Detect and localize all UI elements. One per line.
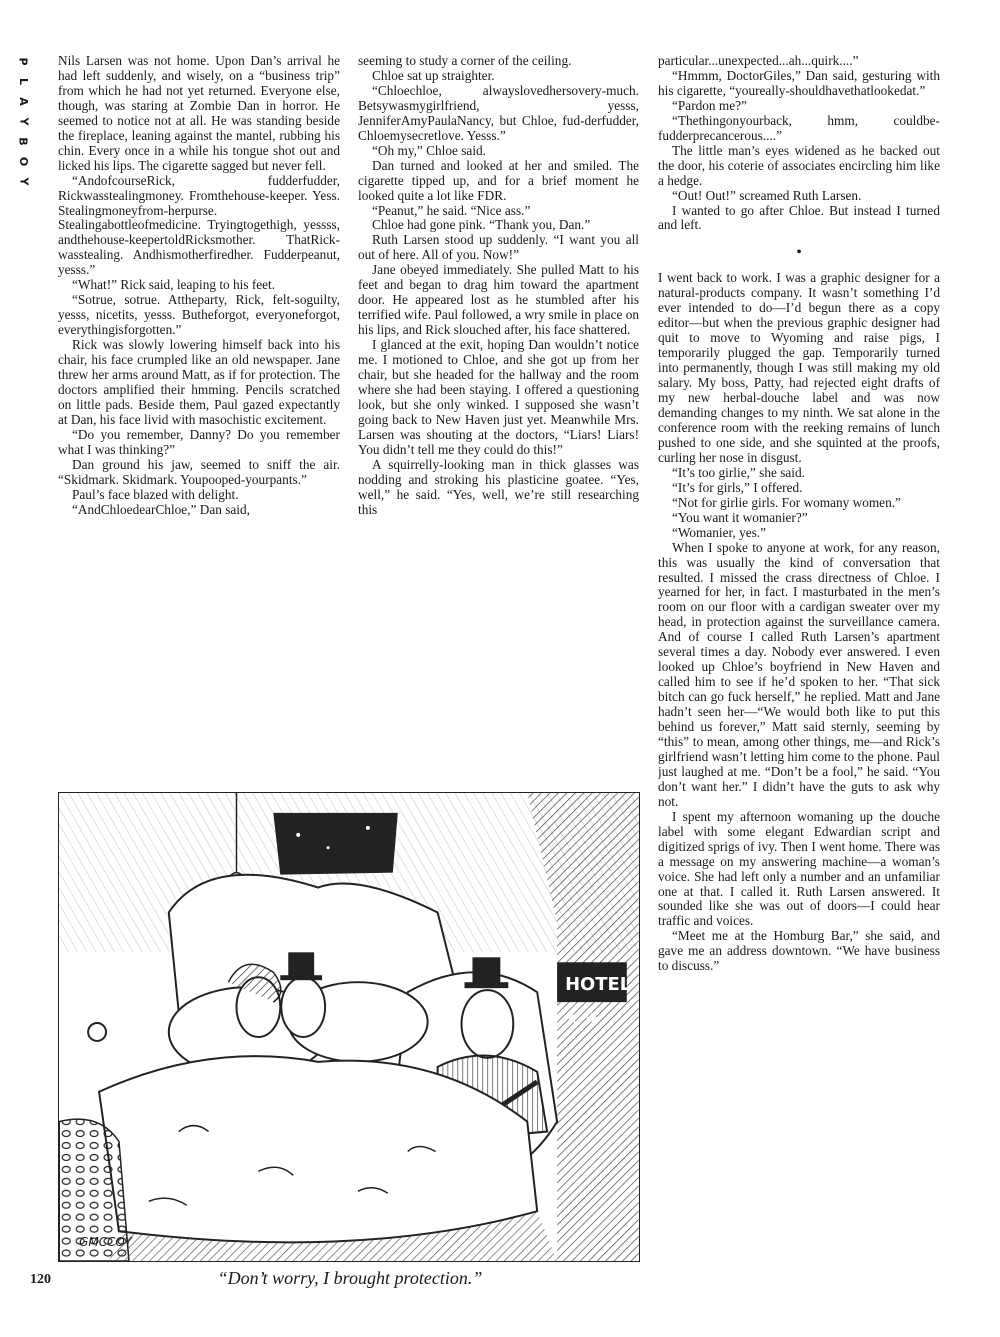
paragraph: I glanced at the exit, hoping Dan wouldn’t notice me. I motioned to Chloe, and she got up from her chair, but she headed for the hallway and the room where she had been staying. I offered a questioning look, but she only winked. I supposed she wasn’t going back to New Haven just yet. Meanwhile Mrs. Larsen was shouting at the doctors, “Liars! Liars! You didn’t tell me they could do this!” bbox=[358, 337, 639, 457]
paragraph: “Out! Out!” screamed Ruth Larsen. bbox=[672, 187, 862, 203]
paragraph: I went back to work. I was a graphic designer for a natural-products company. It wasn’t something I’d ever intended to do—I’d begun there as a copy editor—but when the previous graphic designer had quit to move to Wyoming and raise pigs, I temporarily plugged the gap. Temporarily turned into permanently, though I was still making my old salary. My boss, Patty, had rejected eight drafts of my new herbal-douche label and was now demanding changes to my ninth. We sat alone in the conference room with the reeking remains of lunch pushed to one side, and she squinted at the proofs, curling her nose in disgust. bbox=[658, 270, 940, 465]
hotel-sign-text: HOTEL bbox=[565, 974, 632, 996]
paragraph: seeming to study a corner of the ceiling. bbox=[358, 54, 572, 68]
article-column-3 bbox=[658, 54, 940, 1294]
paragraph: “Peanut,” he said. “Nice ass.” bbox=[372, 202, 531, 218]
paragraph: “It’s too girlie,” she said. bbox=[672, 464, 805, 480]
page-number: 120 bbox=[30, 1272, 51, 1287]
masthead-letter: Y bbox=[17, 177, 30, 187]
paragraph: “Not for girlie girls. For womany women.” bbox=[672, 494, 901, 510]
paragraph: Dan ground his jaw, seemed to sniff the air. “Skidmark. Skidmark. Youpooped-yourpants.” bbox=[58, 456, 340, 487]
paragraph: “Chloechloe, alwayslovedhersovery-much. Betsywasmygirlfriend, yesss, JenniferAmyPaulaNancy, but Chloe, fud-derfudder, Chloemysecretlove. Yesss.” bbox=[358, 82, 639, 143]
paragraph: particular...unexpected...ah...quirk....” bbox=[658, 54, 859, 68]
paragraph: “Sotrue, sotrue. Attheparty, Rick, felt-soguilty, yesss, nicetits, yesss. Butheforgot, everyoneforgot, everythingisforgotten.” bbox=[58, 292, 340, 338]
paragraph: Rick was slowly lowering himself back into his chair, his face crumpled like an old newspaper. Jane threw her arms around Matt, as if for protection. The doctors amplified their hmming. Pencils scratched on little pads. Beside them, Paul gazed expectantly at Dan, his face livid with masochistic excitement. bbox=[58, 337, 340, 427]
paragraph: “AndChloedearChloe,” Dan said, bbox=[72, 501, 250, 517]
paragraph: “Hmmm, DoctorGiles,” Dan said, gesturing with his cigarette, “youreally-shouldhavethatlookedat.” bbox=[658, 67, 940, 98]
paragraph: Chloe sat up straighter. bbox=[372, 67, 495, 83]
svg-text:★ ★: ★ ★ bbox=[565, 1009, 599, 1029]
masthead-letter: O bbox=[16, 156, 30, 168]
section-break-bullet: • bbox=[796, 244, 802, 262]
paragraph: “Pardon me?” bbox=[672, 97, 747, 113]
paragraph: Paul’s face blazed with delight. bbox=[72, 486, 239, 502]
paragraph: The little man’s eyes widened as he backed out the door, his coterie of associates encircling him like a hedge. bbox=[658, 142, 940, 188]
paragraph: Jane obeyed immediately. She pulled Matt to his feet and began to drag him toward the apartment door. He appeared lost as he stumbled after his terrified wife. Paul followed, a wry smile in place on his lips, and Rick slouched after, his face shattered. bbox=[358, 262, 639, 338]
masthead-letter: A bbox=[16, 97, 30, 107]
paragraph: “Oh my,” Chloe said. bbox=[372, 142, 486, 158]
paragraph: I spent my afternoon womaning up the douche label with some elegant Edwardian script and digitized sprigs of ivy. Then I went home. There was a message on my answering machine—a woman’s voice. She had left only a number and an unfamiliar one at that. I called it. Ruth Larsen answered. It sounded like she was out of doors—I could hear traffic and voices. bbox=[658, 808, 940, 929]
paragraph: “What!” Rick said, leaping to his feet. bbox=[72, 277, 276, 293]
artist-signature: GMCCOY bbox=[79, 1235, 133, 1250]
masthead-letter: B bbox=[16, 137, 30, 147]
paragraph: “Do you remember, Danny? Do you remember what I was thinking?” bbox=[58, 426, 340, 457]
paragraph: “Womanier, yes.” bbox=[672, 524, 767, 540]
paragraph: A squirrelly-looking man in thick glasses was nodding and stroking his plasticine goatee. “Yes, well,” he said. “Yes, well, we’re still researching this bbox=[358, 456, 639, 517]
paragraph: Dan turned and looked at her and smiled. The cigarette tipped up, and for a brief moment he looked quite a lot like FDR. bbox=[358, 157, 639, 203]
paragraph: “You want it womanier?” bbox=[672, 509, 808, 525]
magazine-masthead bbox=[12, 52, 34, 192]
paragraph: Nils Larsen was not home. Upon Dan’s arrival he had left suddenly, and wisely, on a “business trip” from which he had not yet returned. Everyone else, though, was staring at Zombie Dan in horror. He seemed to notice not at all. He was standing beside the fireplace, leaning against the mantel, rubbing his chin. Every once in a while his tongue shot out and licked his lips. The cigarette sagged but never fell. bbox=[58, 54, 340, 173]
masthead-letter: Y bbox=[17, 117, 30, 127]
paragraph: “AndofcourseRick, fudderfudder, Rickwasstealingmoney. Fromthehouse-keeper. Yess. Stealingmoneyfrom-herpurse. Stealingabottleofmedicine. Tryingtogethigh, yessss, andthehouse-keepertoldRicksmother. ThatRick-wasstealing. Andhismotherfiredher. Fudderpeanut, yesss.” bbox=[58, 172, 340, 278]
paragraph: When I spoke to anyone at work, for any reason, this was usually the kind of conversation that resulted. I missed the crass directness of Chloe. I yearned for her, in fact. I masturbated in the men’s room on our floor with a cardigan sweater over my head, in protection against the surveillance camera. And of course I called Ruth Larsen’s apartment several times a day. Nobody ever answered. I even looked up Chloe’s boyfriend in New Haven and called him to see if he’d spoken to her. “That sick bitch can go fuck herself,” he replied. Matt and Jane hadn’t seen her—“We would both like to put this behind us forever,” Matt said sternly, seeming by “this” to mean, among other things, me—and Rick’s girlfriend wasn’t letting him come to the phone. Paul just laughed at me. “Don’t be a fool,” he said. “You don’t want her.” I didn’t have the guts to ask why not. bbox=[658, 539, 940, 809]
paragraph: “Thethingonyourback, hmm, couldbe-fudderprecancerous....” bbox=[658, 112, 940, 143]
paragraph: “It’s for girls,” I offered. bbox=[672, 479, 803, 495]
cartoon-drawing bbox=[59, 793, 639, 1261]
paragraph: I wanted to go after Chloe. But instead I turned and left. bbox=[658, 202, 940, 233]
masthead-letter: L bbox=[16, 77, 30, 87]
masthead-letter: P bbox=[17, 57, 30, 67]
cartoon-illustration bbox=[58, 792, 640, 1262]
paragraph: Chloe had gone pink. “Thank you, Dan.” bbox=[372, 217, 591, 233]
paragraph: Ruth Larsen stood up suddenly. “I want you all out of here. All of you. Now!” bbox=[358, 232, 639, 263]
paragraph: “Meet me at the Homburg Bar,” she said, and gave me an address downtown. “We have business to discuss.” bbox=[658, 928, 940, 974]
article-column-1 bbox=[58, 54, 340, 744]
cartoon-caption: “Don’t worry, I brought protection.” bbox=[217, 1268, 483, 1288]
article-column-2 bbox=[358, 54, 639, 744]
